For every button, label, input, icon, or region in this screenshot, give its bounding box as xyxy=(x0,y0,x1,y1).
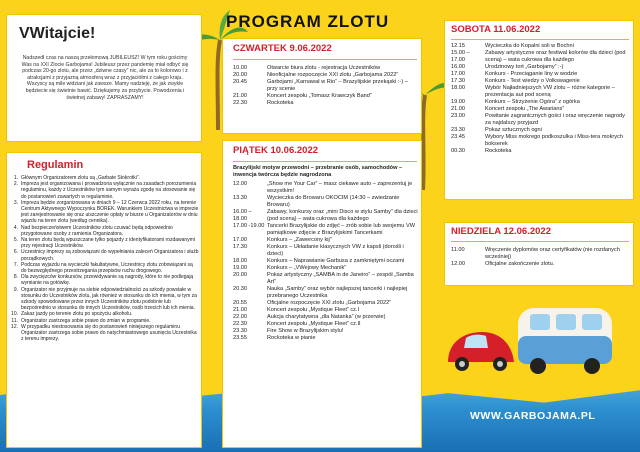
schedule-time: 17.00 xyxy=(233,237,247,243)
schedule-row xyxy=(451,64,631,71)
regulamin-item xyxy=(11,249,199,261)
schedule-event: Wręczenie dyplomów oraz certyfikatów (nie rozdanych wcześniej) xyxy=(485,247,620,260)
schedule-event: Zabawy, konkursy oraz „mini Disco w stylu Samby” dla dzieci (pod sceną) – wata cukrowa dla każdego xyxy=(267,209,418,222)
regulamin-item-text: Impreza jest organizowana i prowadzona wyłącznie na zasadach porozumienia regulaminu, każdy z Uczestników tym samym wyraża zgodę na stosowanie się do postanowień zawartych w regulaminie. xyxy=(21,181,197,200)
schedule-time: 12.00 xyxy=(233,181,247,187)
schedule-event: Urodzinowy tort „Garbojamy” :-) xyxy=(485,64,564,70)
schedule-time: 18.00 xyxy=(233,258,247,264)
regulamin-list xyxy=(11,175,199,342)
regulamin-item xyxy=(11,324,199,343)
schedule-event: Rockoteka xyxy=(485,148,512,154)
regulamin-item xyxy=(11,274,199,286)
regulamin-item-number: 8. xyxy=(13,274,18,281)
sobota-divider xyxy=(451,39,629,40)
schedule-event: Aukcja charytatywna „dla Natanka” (w przerwie) xyxy=(267,314,386,320)
schedule-time: 20.55 xyxy=(233,300,247,306)
niedziela-title: NIEDZIELA 12.06.2022 xyxy=(451,226,551,237)
schedule-time: 15.00 – 17.00 xyxy=(451,50,470,63)
schedule-event: Pokaz artystyczny „SAMBA in de Janeiro” – zespół „Samba Art” xyxy=(267,272,414,285)
schedule-row xyxy=(451,78,631,85)
schedule-time: 22.30 xyxy=(233,100,247,106)
czwartek-panel xyxy=(222,38,422,134)
schedule-time: 22.30 xyxy=(233,321,247,327)
schedule-row xyxy=(233,258,419,265)
schedule-event: Nauka „Samby” oraz wybór najlepszej tancerki i najlepiej przebranego Uczestnika xyxy=(267,286,408,299)
regulamin-panel xyxy=(6,152,202,448)
schedule-time: 20.00 xyxy=(233,272,247,278)
schedule-time: 16.00 – 18.00 xyxy=(233,209,252,222)
schedule-event: Konkurs - Przeciąganie liny w wodzie xyxy=(485,71,578,77)
schedule-event: Konkurs – Układanie klasycznych VW z kapsli (dorośli i dzieci) xyxy=(267,244,404,257)
welcome-paragraph: Nadszedł czas na naszą przełomową JUBILEUSZ! W tym roku gościmy Was na XXI Zlocie Garbojama! Jubileusz przez pandemię miał odbyć się podczas 20-go zlotu, ale przez „dziwne czasy” nic, ale za to kolorowo i z atrakcjami z przyjazną atmosferą wraz z przyjaciółmi z całego kraju. Wszyscy są mile widziani jak zawsze. Mamy nadzieję, że jak zwykle będziecie się świetnie bawić. Dziękujemy za przybycie. Powodzenia i świetnej zabawy! ZAPRASZAMY! xyxy=(21,55,189,101)
welcome-title: VWitajcie! xyxy=(19,25,96,42)
regulamin-item-number: 1. xyxy=(13,175,18,181)
regulamin-item-text: Zakaz jazdy po terenie zlotu po spożyciu alkoholu. xyxy=(21,311,133,318)
schedule-event: Oficjalne zakończenie zlotu. xyxy=(485,261,555,267)
piatek-panel xyxy=(222,140,422,448)
schedule-event: Konkurs - Test wiedzy o Volkswagenie xyxy=(485,78,580,84)
schedule-time: 17.30 xyxy=(233,244,247,250)
schedule-event: Koncert zespołu „The Awarians” xyxy=(485,106,565,112)
schedule-event: Wycieczka do Browaru OKOCIM (14:30 – zwiedzanie Browaru) xyxy=(267,195,400,208)
schedule-time: 23.30 xyxy=(233,328,247,334)
schedule-row xyxy=(233,272,419,286)
schedule-event: Konkurs – „Zawercony kij” xyxy=(267,237,332,243)
regulamin-item-text: Nad bezpieczeństwem Uczestników zlotu czuwać będą odpowiednio przygotowane osoby z ramienia Organizatora. xyxy=(21,224,173,237)
schedule-row xyxy=(233,300,419,307)
schedule-event: Oficjalne rozpoczęcie XXI zlotu „Garbojama 2022” xyxy=(267,300,392,306)
schedule-row xyxy=(451,127,631,134)
regulamin-item-text: Uczestnicy imprezy są zobowiązani do wypełniania zaleceń Organizatora i służb porządkowych. xyxy=(21,249,199,262)
schedule-time: 23.45 xyxy=(451,134,465,140)
schedule-time: 23.00 xyxy=(451,113,465,119)
schedule-event: Koncert zespołu „Mystique Fleet” cz.I xyxy=(267,307,360,313)
schedule-time: 13.30 xyxy=(233,195,247,201)
sobota-panel xyxy=(444,20,634,200)
regulamin-item-number: 4. xyxy=(13,224,18,231)
schedule-row xyxy=(451,148,631,155)
czwartek-divider xyxy=(233,59,417,60)
website-url[interactable]: WWW.GARBOJAMA.PL xyxy=(470,410,596,422)
schedule-row xyxy=(451,247,631,261)
schedule-row xyxy=(233,223,419,237)
schedule-row xyxy=(451,71,631,78)
schedule-row xyxy=(233,237,419,244)
regulamin-item-number: 2. xyxy=(13,181,18,188)
regulamin-item xyxy=(11,262,199,274)
regulamin-item xyxy=(11,287,199,312)
regulamin-title: Regulamin xyxy=(27,159,84,171)
regulamin-item-number: 7. xyxy=(13,261,18,268)
schedule-event: Otwarcie biura zlotu - rejestracja Uczestników xyxy=(267,65,381,71)
schedule-event: Tancerki Brazylijskie do zdjęć – zrób sobie lub swojemu VW pamiątkowe zdjęcie z Brazylijskimi Tancerkami xyxy=(267,223,415,236)
schedule-row xyxy=(233,79,419,93)
schedule-time: 21.00 xyxy=(451,106,465,112)
schedule-time: 19.00 xyxy=(451,99,465,105)
schedule-event: Wybór Najładniejszych VW zlotu – różne kategorie – prezentacja aut pod sceną xyxy=(485,85,615,98)
regulamin-item-number: 11. xyxy=(11,317,18,324)
schedule-time: 19.00 xyxy=(233,265,247,271)
schedule-row xyxy=(451,134,631,148)
piatek-intro: Brazylijski motyw przewodni – przebranie osób, samochodów – inwencja twórcza będzie nagrodzona xyxy=(233,165,403,178)
schedule-time: 17.00 -19.00 xyxy=(233,223,265,229)
schedule-row xyxy=(233,286,419,300)
czwartek-schedule xyxy=(233,65,419,107)
schedule-event: Nieoficjalne rozpoczęcie XXI zlotu „Garbojama 2022” xyxy=(267,72,399,78)
niedziela-schedule xyxy=(451,247,631,268)
regulamin-item-text: Organizator zastrzega sobie prawo do zmian w programie. xyxy=(21,317,151,324)
vw-bus-illustration xyxy=(510,300,620,380)
regulamin-item-number: 3. xyxy=(13,199,18,206)
czwartek-title: CZWARTEK 9.06.2022 xyxy=(233,43,332,54)
schedule-time: 18.00 xyxy=(451,85,465,91)
schedule-row xyxy=(233,209,419,223)
schedule-event: Powitanie zagranicznych gości i oraz wręczenie nagrody za najdalszy przyjazd xyxy=(485,113,625,126)
schedule-row xyxy=(451,50,631,64)
regulamin-item-text: W przypadku niestosowania się do postanowień niniejszego regulaminu Organizator zastrzega sobie prawo do natychmiastowego usunięcia Uczestnika z terenu imprezy. xyxy=(21,323,197,343)
regulamin-item-text: Na teren zlotu będą wpuszczane tylko pojazdy z identyfikatorami rozdawanymi przy rejestracji Uczestników. xyxy=(21,237,195,250)
piatek-schedule xyxy=(233,181,419,342)
piatek-title: PIĄTEK 10.06.2022 xyxy=(233,145,319,156)
schedule-event: Rockoteka xyxy=(267,100,294,106)
program-title: PROGRAM ZLOTU xyxy=(226,12,390,31)
schedule-time: 12.15 xyxy=(451,43,465,49)
schedule-event: Koncert zespołu „Mystique Fleet” cz.II xyxy=(267,321,361,327)
schedule-time: 12.00 xyxy=(451,261,465,267)
schedule-row xyxy=(233,181,419,195)
schedule-time: 16.00 xyxy=(451,64,465,70)
schedule-event: „Show me Your Car” – masz ciekawe auto – zaprezentuj je wszystkim! xyxy=(267,181,413,194)
vw-beetle-illustration xyxy=(440,318,520,378)
schedule-event: Fire Show w Brazylijskim stylu! xyxy=(267,328,344,334)
schedule-row xyxy=(233,72,419,79)
sobota-schedule xyxy=(451,43,631,155)
schedule-event: Zabawy artystyczne oraz festiwal kolorów dla dzieci (pod sceną) – wata cukrowa dla każdego xyxy=(485,50,626,63)
schedule-row xyxy=(233,328,419,335)
niedziela-panel xyxy=(444,222,634,286)
schedule-event: Wycieczka do Kopalni soli w Bochni xyxy=(485,43,574,49)
schedule-time: 20.00 xyxy=(233,72,247,78)
schedule-row xyxy=(451,99,631,106)
schedule-row xyxy=(233,65,419,72)
schedule-row xyxy=(233,244,419,258)
regulamin-item xyxy=(11,237,199,249)
schedule-row xyxy=(233,321,419,328)
schedule-row xyxy=(233,335,419,342)
schedule-event: Konkurs – Strzyżenie Ogóra” z ogórka xyxy=(485,99,580,105)
regulamin-item-number: 6. xyxy=(13,249,18,256)
regulamin-item-text: Impreza będzie zorganizowana w dniach 9 – 12 Czerwca 2022 roku, na terenie Centrum Aktywnego Wypoczynku BOREK. Warunkiem Uczestnictwa w imprezie jest zarejestrowanie się oraz uiszczenie opłaty w biurze u Organizatorów w dniu wjazdu na teren zlotu (według cennika). xyxy=(21,199,199,225)
niedziela-divider xyxy=(451,241,629,242)
schedule-time: 23.55 xyxy=(233,335,247,341)
schedule-time: 17.00 xyxy=(451,71,465,77)
regulamin-item xyxy=(11,225,199,237)
schedule-row xyxy=(233,307,419,314)
schedule-row xyxy=(451,113,631,127)
regulamin-item xyxy=(11,200,199,225)
schedule-time: 00.30 xyxy=(451,148,465,154)
schedule-row xyxy=(451,43,631,50)
welcome-panel xyxy=(6,14,202,142)
schedule-row xyxy=(451,85,631,99)
regulamin-item-text: Organizator nie przyjmuje na siebie odpowiedzialności za szkody powstałe w stosunku do Uczestników zlotu, jak również w stosunku do ich mienia, w tym za szkody spowodowane przez innych Uczestników zlotu podobnie lub bezpośrednio w stosunku do innych Uczestników, osób trzecich lub ich mienia. xyxy=(21,286,197,312)
schedule-time: 21.00 xyxy=(233,307,247,313)
schedule-time: 11.00 xyxy=(451,247,465,253)
schedule-row xyxy=(233,100,419,107)
schedule-time: 23.30 xyxy=(451,127,465,133)
schedule-event: Koncert zespołu „Tomasz Krawczyk Band” xyxy=(267,93,372,99)
schedule-time: 10.00 xyxy=(233,65,247,71)
regulamin-item-text: Głównym Organizatorem zlotu są „Garbate Stokrotki”. xyxy=(21,175,140,181)
regulamin-item-number: 10. xyxy=(11,311,18,318)
schedule-row xyxy=(233,195,419,209)
schedule-time: 21.00 xyxy=(233,93,247,99)
schedule-time: 17.30 xyxy=(451,78,465,84)
schedule-event: Rockoteka w pianie xyxy=(267,335,316,341)
regulamin-item-number: 9. xyxy=(13,286,18,293)
regulamin-item-number: 12. xyxy=(11,323,18,330)
regulamin-item xyxy=(11,181,199,200)
schedule-time: 20.30 xyxy=(233,286,247,292)
schedule-event: Konkurs – Naprawianie Garbusa z zamkniętymi oczami xyxy=(267,258,405,264)
piatek-divider xyxy=(233,161,417,162)
schedule-row xyxy=(233,265,419,272)
regulamin-item-text: Dla zwycięzców konkursów, przewidywanie są nagrody, które to nie podlegają wymianie na gotówkę. xyxy=(21,274,194,287)
sobota-title: SOBOTA 11.06.2022 xyxy=(451,24,541,35)
schedule-row xyxy=(451,261,631,268)
schedule-event: Garbojami „Karnawał w Rio” – Brazylijskie przekąski :-) – przy scenie xyxy=(267,79,408,92)
schedule-event: Wybory Miss mokrego podkoszulka i Miss-tera mokrych bokserek xyxy=(485,134,623,147)
schedule-row xyxy=(451,106,631,113)
schedule-event: Konkurs – „VWejowy Mechanik” xyxy=(267,265,347,271)
regulamin-item-number: 5. xyxy=(13,237,18,244)
schedule-row xyxy=(233,314,419,321)
schedule-time: 22.00 xyxy=(233,314,247,320)
regulamin-item-text: Podczas wyjazdu na wycieczki fakultatywne, Uczestnicy zlotu zobowiązani są do bezwzględnego przestrzegania przepisów ruchu drogowego. xyxy=(21,261,193,275)
schedule-time: 20.45 xyxy=(233,79,247,85)
schedule-event: Pokaz sztucznych ogni xyxy=(485,127,542,133)
schedule-row xyxy=(233,93,419,100)
